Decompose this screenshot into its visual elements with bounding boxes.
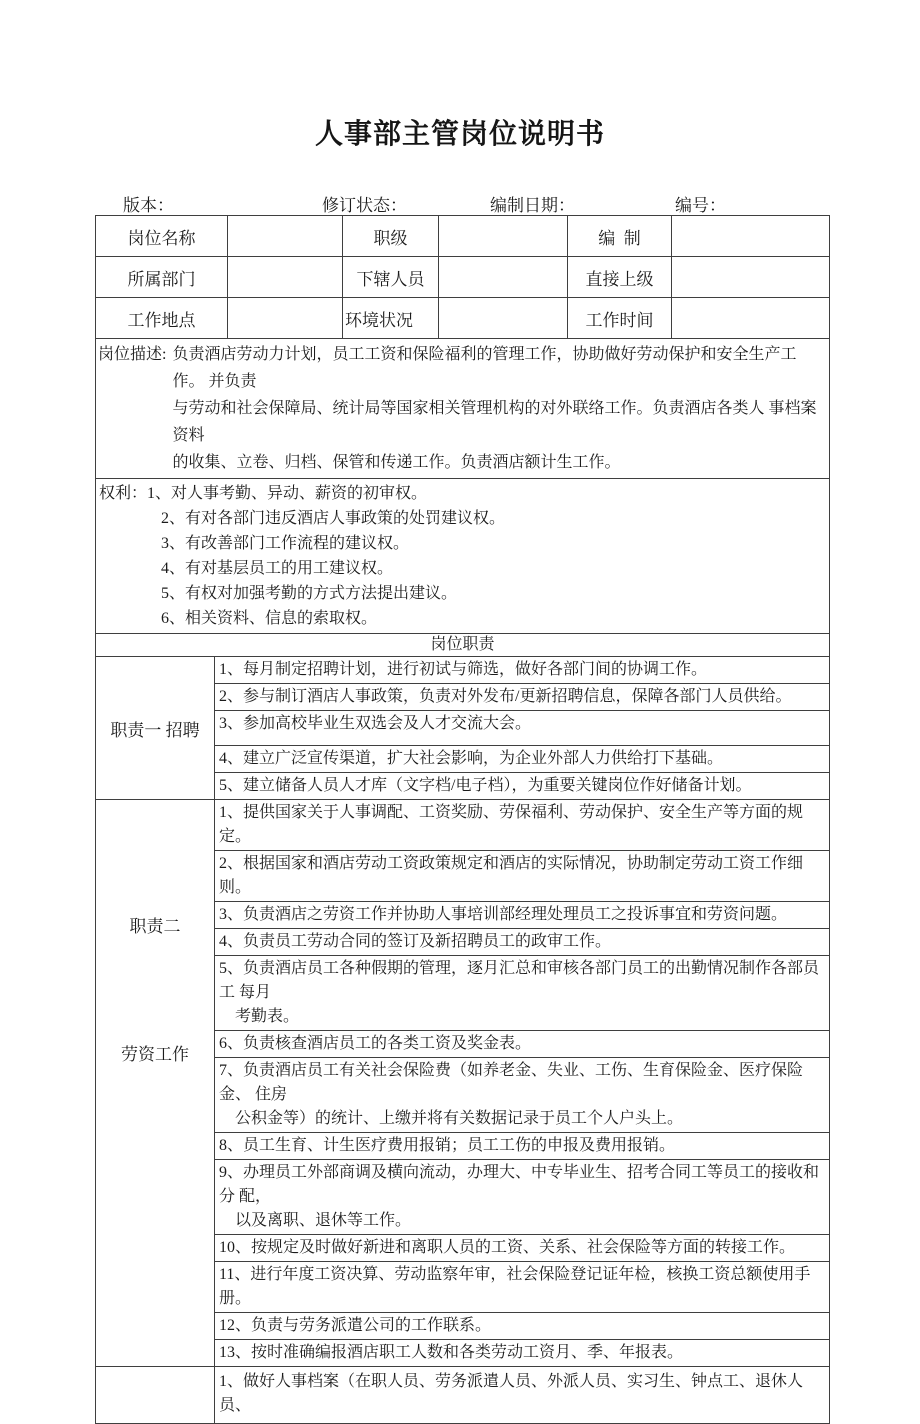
duty-item — [215, 928, 829, 955]
description-line: 负责酒店劳动力计划，员工工资和保险福利的管理工作，协助做好劳动保护和安全生产工作。 并负责 — [172, 346, 797, 390]
duty-item — [215, 1234, 829, 1261]
duty-item-line: 9、办理员工外部商调及横向流动，办理大、中专毕业生、招考合同工等员工的接收和分 配， — [219, 1164, 820, 1205]
duty-item — [215, 1261, 829, 1312]
meta-row — [95, 191, 830, 213]
value-department — [228, 257, 343, 298]
duty-item-line: 4、负责员工劳动合同的签订及新招聘员工的政审工作。 — [219, 933, 612, 950]
duty-item-line: 11、进行年度工资决算、劳动监察年审，社会保险登记证年检，核换工资总额使用手册。 — [219, 1266, 811, 1307]
rights-item: 5、有权对加强考勤的方式方法提出建议。 — [161, 585, 458, 602]
job-description-table — [95, 215, 830, 1424]
label-subordinates: 下辖人员 — [343, 257, 439, 298]
duty-item: 5、建立储备人员人才库（文字档/电子档），为重要关键岗位作好储备计划。 — [215, 772, 829, 799]
duty-item — [215, 1057, 829, 1132]
duty-item-line: 8、员工生育、计生医疗费用报销；员工工伤的申报及费用报销。 — [219, 1137, 676, 1154]
duty-section-labor-payroll — [96, 799, 829, 1366]
duty-items — [215, 1367, 829, 1423]
duty-item-line: 6、负责核查酒店员工的各类工资及奖金表。 — [219, 1035, 532, 1052]
duty-item — [215, 1367, 829, 1423]
duty-item — [215, 901, 829, 928]
date-label: 编制日期： — [490, 196, 575, 215]
rights-item: 1、对人事考勤、异动、薪资的初审权。 — [147, 485, 428, 502]
rights-item: 3、有改善部门工作流程的建议权。 — [161, 535, 410, 552]
duty-section-label: 职责一 招聘 — [96, 657, 215, 799]
label-rank: 职级 — [343, 216, 439, 257]
duty-item: 4、建立广泛宣传渠道，扩大社会影响，为企业外部人力供给打下基础。 — [215, 745, 829, 772]
duty-item-line: 公积金等）的统计、上缴并将有关数据记录于员工个人户头上。 — [235, 1110, 684, 1127]
duty-item-line: 3、负责酒店之劳资工作并协助人事培训部经理处理员工之投诉事宜和劳资问题。 — [219, 906, 788, 923]
label-work-hours: 工作时间 — [568, 298, 672, 339]
duty-item-line: 12、负责与劳务派遣公司的工作联系。 — [219, 1317, 492, 1334]
value-headcount — [672, 216, 829, 257]
duty-section-label-bottom: 劳资工作 — [121, 1045, 189, 1064]
duty-section-label — [96, 800, 215, 1366]
duty-item-line: 13、按时准确编报酒店职工人数和各类劳动工资月、季、年报表。 — [219, 1344, 684, 1361]
duty-item — [215, 800, 829, 850]
duty-section-archives — [96, 1366, 829, 1423]
duty-item-line: 以及离职、退休等工作。 — [235, 1212, 412, 1229]
description-line: 与劳动和社会保障局、统计局等国家相关管理机构的对外联络工作。负责酒店各类人 事档案资料 — [172, 400, 817, 444]
revision-label: 修订状态： — [322, 196, 407, 215]
rights-label: 权利： — [99, 485, 148, 502]
job-description-section — [96, 339, 829, 479]
duty-section-label — [96, 1367, 215, 1423]
duty-item-line: 1、提供国家关于人事调配、工资奖励、劳保福利、劳动保护、安全生产等方面的规定。 — [219, 804, 804, 845]
version-label: 版本： — [123, 196, 174, 215]
label-position-name: 岗位名称 — [96, 216, 228, 257]
duty-items — [215, 657, 829, 799]
label-department: 所属部门 — [96, 257, 228, 298]
label-headcount: 编 制 — [568, 216, 672, 257]
number-label: 编号： — [675, 196, 726, 215]
rights-section — [96, 479, 829, 634]
duty-item-line: 5、负责酒店员工各种假期的管理，逐月汇总和审核各部门员工的出勤情况制作各部员工 每月 — [219, 960, 820, 1001]
duty-item — [215, 1030, 829, 1057]
duty-item: 3、参加高校毕业生双选会及人才交流大会。 — [215, 710, 829, 745]
duty-item-line: 7、负责酒店员工有关社会保险费（如养老金、失业、工伤、生育保险金、医疗保险金、 住房 — [219, 1062, 804, 1103]
rights-item: 6、相关资料、信息的索取权。 — [161, 610, 378, 627]
duty-item-line: 1、做好人事档案（在职人员、劳务派遣人员、外派人员、实习生、钟点工、退休人员、 — [219, 1373, 804, 1414]
duty-section-label-top: 职责二 — [129, 917, 181, 936]
duty-item-line: 10、按规定及时做好新进和离职人员的工资、关系、社会保险等方面的转接工作。 — [219, 1239, 796, 1256]
info-grid — [96, 216, 829, 339]
value-environment — [439, 298, 568, 339]
duty-item-line: 2、根据国家和酒店劳动工资政策规定和酒店的实际情况，协助制定劳动工资工作细则。 — [219, 855, 804, 896]
duty-item — [215, 1339, 829, 1366]
description-line: 的收集、立卷、归档、保管和传递工作。负责酒店额计生工作。 — [172, 454, 621, 471]
duty-item: 1、每月制定招聘计划，进行初试与筛选，做好各部门间的协调工作。 — [219, 661, 708, 678]
label-environment: 环境状况 — [343, 298, 439, 339]
job-description-text — [172, 341, 827, 476]
label-direct-superior: 直接上级 — [568, 257, 672, 298]
value-direct-superior — [672, 257, 829, 298]
duty-section-recruiting — [96, 656, 829, 799]
duty-item — [215, 1132, 829, 1159]
duty-item-line: 考勤表。 — [235, 1008, 300, 1025]
job-description-label: 岗位描述: — [98, 346, 167, 363]
value-subordinates — [439, 257, 568, 298]
page-title: 人事部主管岗位说明书 — [314, 118, 605, 149]
duty-item — [215, 1159, 829, 1234]
label-work-location: 工作地点 — [96, 298, 228, 339]
rights-item: 2、有对各部门违反酒店人事政策的处罚建议权。 — [161, 510, 506, 527]
value-work-location — [228, 298, 343, 339]
duty-item — [215, 850, 829, 901]
value-position-name — [228, 216, 343, 257]
rights-item: 4、有对基层员工的用工建议权。 — [161, 560, 394, 577]
duties-header: 岗位职责 — [430, 636, 495, 653]
value-work-hours — [672, 298, 829, 339]
value-rank — [439, 216, 568, 257]
duty-item — [215, 1312, 829, 1339]
duty-item — [215, 955, 829, 1030]
rights-first-line — [99, 481, 827, 506]
duty-items — [215, 800, 829, 1366]
duty-item: 2、参与制订酒店人事政策，负责对外发布/更新招聘信息，保障各部门人员供给。 — [215, 683, 829, 710]
